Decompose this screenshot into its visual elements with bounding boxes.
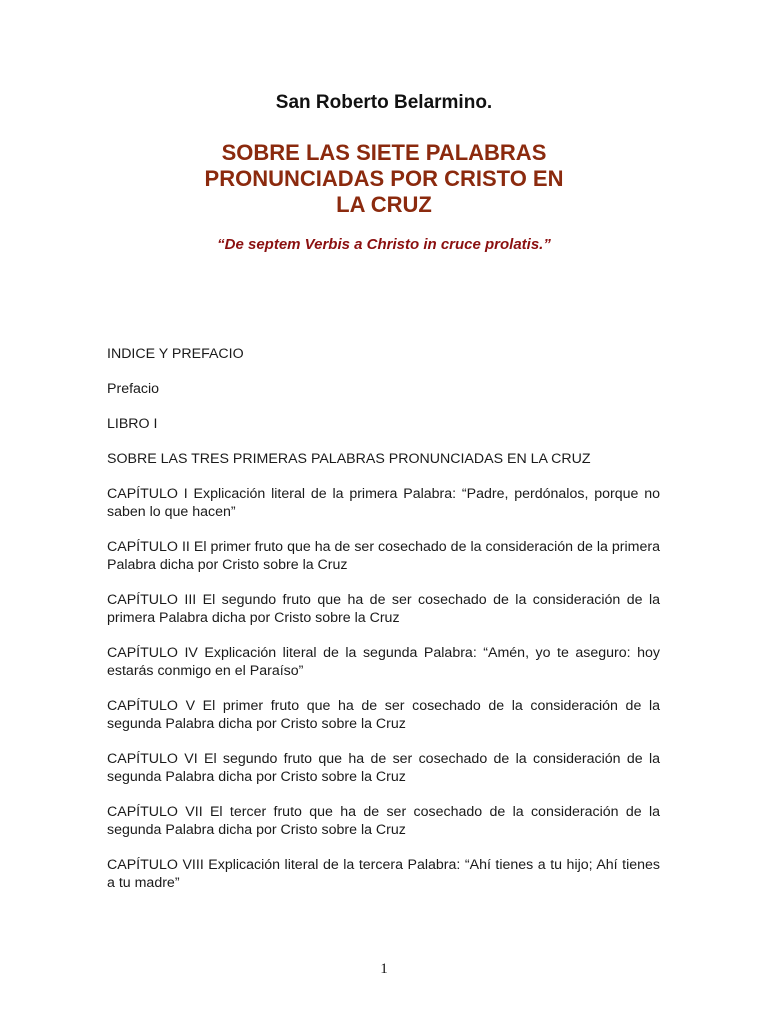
toc-item-capitulo-5: CAPÍTULO V El primer fruto que ha de ser cosechado de la consideración de la segunda Palabra dicha por Cristo sobre la Cruz [107, 698, 660, 732]
author-name: San Roberto Belarmino. [275, 92, 493, 113]
toc-item-indice: INDICE Y PREFACIO [107, 346, 244, 362]
toc-item-capitulo-8: CAPÍTULO VIII Explicación literal de la tercera Palabra: “Ahí tienes a tu hijo; Ahí tienes a tu madre” [107, 857, 660, 891]
toc-item-capitulo-1: CAPÍTULO I Explicación literal de la primera Palabra: “Padre, perdónalos, porque no saben lo que hacen” [107, 486, 660, 520]
toc-item-capitulo-4: CAPÍTULO IV Explicación literal de la segunda Palabra: “Amén, yo te aseguro: hoy estarás conmigo en el Paraíso” [107, 645, 660, 679]
table-of-contents [107, 345, 660, 909]
document-title [0, 140, 768, 218]
toc-item-libro-1: LIBRO I [107, 416, 158, 432]
toc-item-capitulo-2: CAPÍTULO II El primer fruto que ha de ser cosechado de la consideración de la primera Palabra dicha por Cristo sobre la Cruz [107, 539, 660, 573]
toc-item-capitulo-7: CAPÍTULO VII El tercer fruto que ha de ser cosechado de la consideración de la segunda Palabra dicha por Cristo sobre la Cruz [107, 804, 660, 838]
title-line-1: SOBRE LAS SIETE PALABRAS [221, 140, 547, 165]
title-line-2: PRONUNCIADAS POR CRISTO EN [204, 166, 564, 191]
toc-item-section-heading: SOBRE LAS TRES PRIMERAS PALABRAS PRONUNCIADAS EN LA CRUZ [107, 451, 591, 467]
page-number: 1 [380, 961, 388, 977]
toc-item-capitulo-3: CAPÍTULO III El segundo fruto que ha de ser cosechado de la consideración de la primera Palabra dicha por Cristo sobre la Cruz [107, 592, 660, 626]
toc-item-prefacio: Prefacio [107, 381, 160, 397]
title-line-3: LA CRUZ [336, 192, 432, 217]
toc-item-capitulo-6: CAPÍTULO VI El segundo fruto que ha de ser cosechado de la consideración de la segunda Palabra dicha por Cristo sobre la Cruz [107, 751, 660, 785]
latin-title: “De septem Verbis a Christo in cruce prolatis.” [217, 236, 551, 253]
